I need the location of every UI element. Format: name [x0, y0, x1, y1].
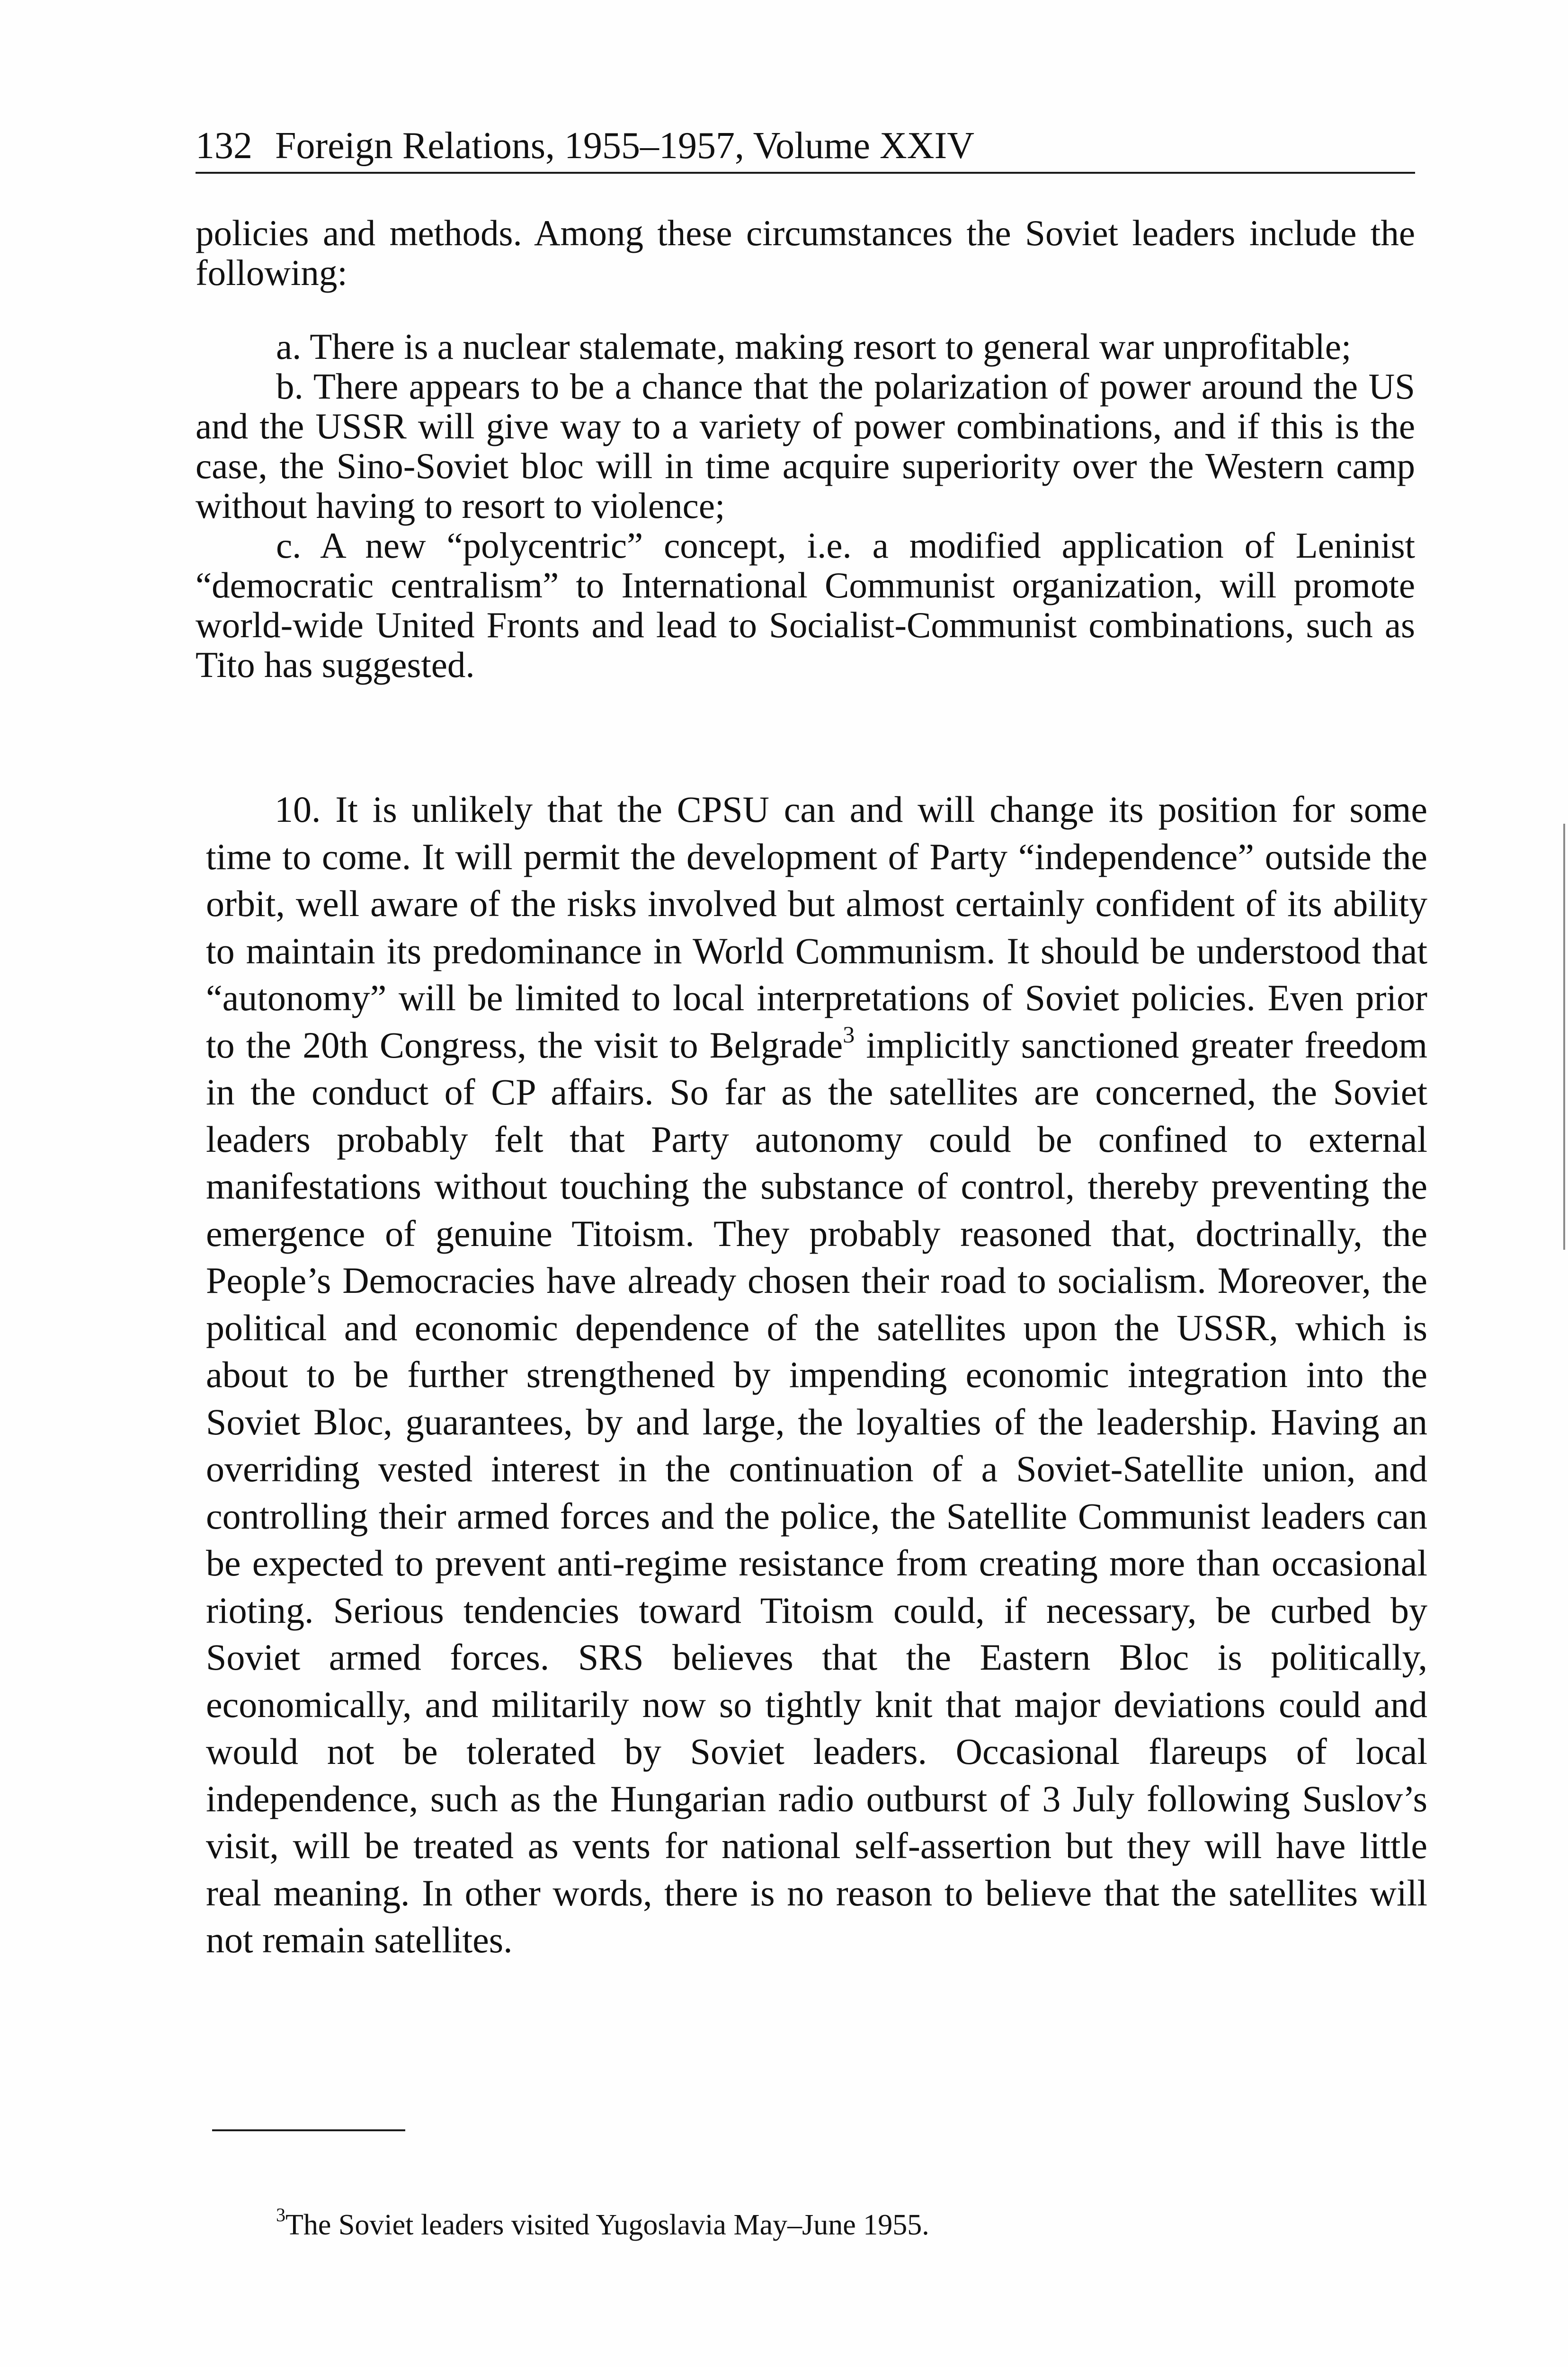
intro-text: policies and methods. Among these circumstances the Soviet leaders include the following:: [196, 213, 1415, 293]
list-item-b: b. There appears to be a chance that the polarization of power around the US and the USSR will give way to a variety of power combinations, and if this is the case, the Sino-Soviet bloc will in time acquire superiority over the Western camp without having to resort to violence;: [196, 366, 1415, 526]
footnote-mark: 3: [276, 2204, 285, 2225]
paragraph-10: [206, 786, 1427, 1964]
page-number: 132: [196, 125, 252, 167]
footnote-divider: [212, 2129, 405, 2131]
footnote-text: The Soviet leaders visited Yugoslavia May–June 1955.: [285, 2209, 929, 2241]
paragraph-10-text: [206, 786, 1427, 1964]
intro-paragraph: [196, 213, 1415, 293]
list-item-a: a. There is a nuclear stalemate, making resort to general war unprofitable;: [276, 326, 1352, 367]
circumstances-list: [196, 327, 1415, 685]
running-header: [196, 122, 1415, 174]
footnote-reference: 3: [843, 1021, 855, 1048]
footnote: [276, 2206, 1365, 2244]
paragraph-10-text-end: implicitly sanctioned greater freedom in the conduct of CP affairs. So far as the satellites are concerned, the Soviet leaders probably felt that Party autonomy could be confined to external manifestations without touching the substance of control, thereby preventing the emergence of genuine Titoism. They probably reasoned that, doctrinally, the People’s Democracies have already chosen their road to socialism. Moreover, the political and economic dependence of the satellites upon the USSR, which is about to be further strengthened by impending economic integration into the Soviet Bloc, guarantees, by and large, the loyalties of the leadership. Having an overriding vested interest in the continuation of a Soviet-Satellite union, and controlling their armed forces and the police, the Satellite Communist leaders can be expected to prevent anti-regime resistance from creating more than occasional rioting. Serious tendencies toward Titoism could, if necessary, be curbed by Soviet armed forces. SRS believes that the Eastern Bloc is politically, economically, and militarily now so tightly knit that major deviations could and would not be tolerated by Soviet leaders. Occasional flareups of local independence, such as the Hungarian radio outburst of 3 July following Suslov’s visit, will be treated as vents for national self-assertion but they will have little real meaning. In other words, there is no reason to believe that the satellites will not remain satellites.: [206, 1024, 1427, 1960]
paragraph-10-text-start: 10. It is unlikely that the CPSU can and will change its position for some time to come. It will permit the development of Party “independence” outside the orbit, well aware of the risks involved but almost certainly confident of its ability to maintain its predominance in World Communism. It should be understood that “autonomy” will be limited to local interpretations of Soviet policies. Even prior to the 20th Congress, the visit to Belgrade: [206, 789, 1427, 1066]
scan-edge-mark: [1563, 824, 1565, 1250]
running-title: Foreign Relations, 1955–1957, Volume XXIV: [275, 125, 974, 167]
list-item-c: c. A new “polycentric” concept, i.e. a modified application of Leninist “democratic centralism” to International Communist organization, will promote world-wide United Fronts and lead to Socialist-Communist combinations, such as Tito has suggested.: [196, 525, 1415, 685]
